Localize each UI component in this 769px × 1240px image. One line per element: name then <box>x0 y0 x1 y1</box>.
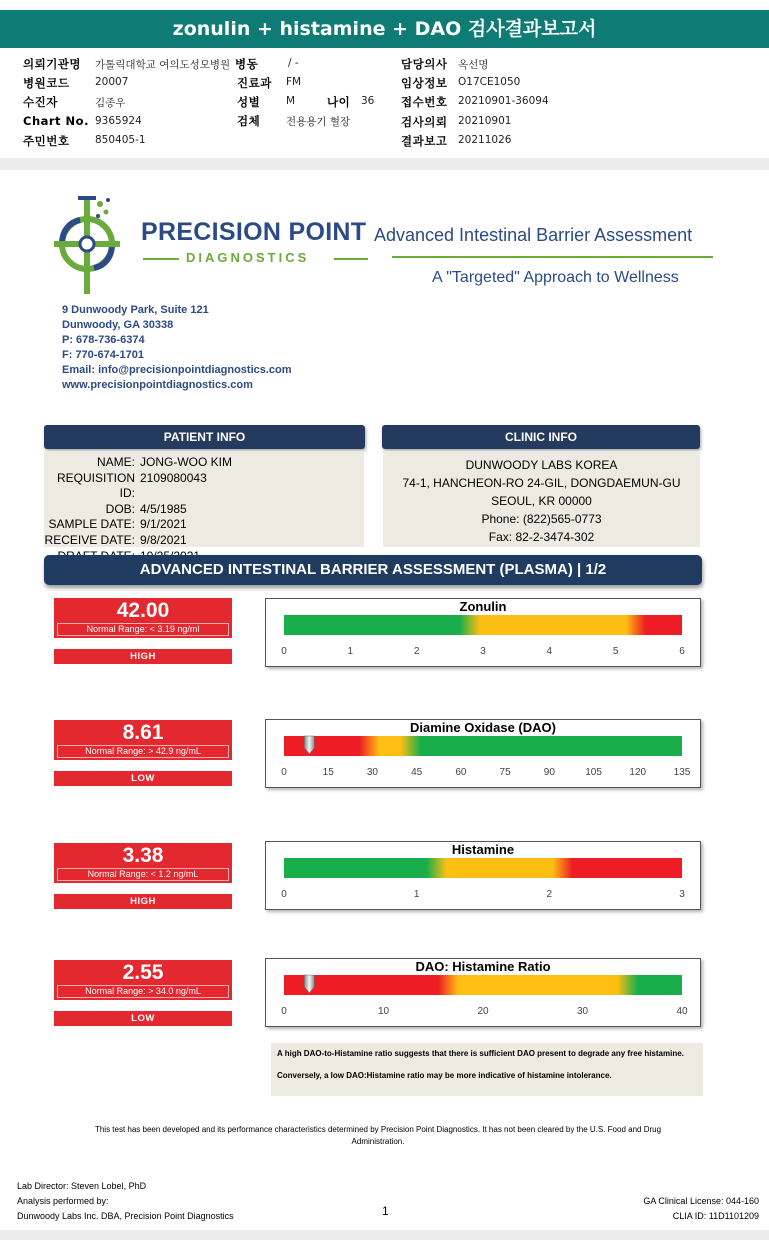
gauge-bar <box>284 858 682 878</box>
specimen-value: 전용용기 혈장 <box>286 116 351 128</box>
dao-value: 8.61 <box>122 721 164 744</box>
brand-rule-right <box>334 258 368 260</box>
gauge-tick-label: 120 <box>629 767 647 778</box>
zonulin-gauge-chart <box>266 599 700 666</box>
patient-info-heading: PATIENT INFO <box>44 425 365 449</box>
sex-value: M <box>286 95 296 107</box>
gauge-tick-label: 1 <box>347 646 354 657</box>
sample-date: 9/1/2021 <box>140 517 187 532</box>
gauge-tick-label: 2 <box>546 889 553 900</box>
histamine-flag: HIGH <box>54 894 232 909</box>
page-bottom-band <box>0 1230 769 1240</box>
receive-date: 9/8/2021 <box>140 532 187 547</box>
patient-info-box <box>44 451 364 547</box>
receipt-no-value: 20210901-36094 <box>458 95 549 107</box>
clinic-city: SEOUL, KR 00000 <box>491 494 592 508</box>
gauge-tick-label: 75 <box>499 767 511 778</box>
brand-name: PRECISION POINT <box>141 218 367 246</box>
gauge-tick-label: 40 <box>676 1006 688 1017</box>
zonulin-result <box>54 598 232 638</box>
receipt-no-label: 접수번호 <box>401 95 448 109</box>
patient-info-row <box>44 471 364 502</box>
gauge-tick-label: 0 <box>281 889 287 900</box>
ratio-result <box>54 960 232 1000</box>
result-report-label: 결과보고 <box>401 134 448 148</box>
histamine-result <box>54 843 232 883</box>
gauge-bar <box>284 615 682 635</box>
gauge-tick-label: 3 <box>679 889 685 900</box>
gauge-tick-label: 2 <box>413 646 420 657</box>
department-label: 진료과 <box>237 76 272 90</box>
chart-no-value: 9365924 <box>95 115 142 127</box>
gauge-tick-label: 4 <box>546 646 553 657</box>
address-fax: F: 770-674-1701 <box>62 349 144 361</box>
address-line2: Dunwoody, GA 30338 <box>62 319 174 331</box>
gauge-tick-label: 105 <box>585 767 602 778</box>
gauge-tick-label: 15 <box>322 767 334 778</box>
report-header <box>0 52 769 152</box>
page-number: 1 <box>382 1204 389 1218</box>
lab-director: Lab Director: Steven Lobel, PhD <box>17 1181 147 1191</box>
histamine-gauge <box>265 841 701 910</box>
gauge-tick-label: 3 <box>480 646 486 657</box>
footer-right <box>643 1194 759 1224</box>
assessment-rule <box>392 256 713 258</box>
chart-no-label: Chart No. <box>23 114 89 128</box>
gauge-tick-label: 30 <box>366 767 379 778</box>
ratio-flag: LOW <box>54 1011 232 1026</box>
gauge-title: Histamine <box>451 842 515 857</box>
institution-value: 가톨릭대학교 여의도성모병원 <box>95 59 231 71</box>
gauge-tick-label: 90 <box>543 767 555 778</box>
ratio-gauge <box>265 958 701 1027</box>
gauge-tick-label: 1 <box>413 889 420 900</box>
dao-result <box>54 720 232 760</box>
lab-address <box>62 303 292 393</box>
ward-label: 병동 <box>235 57 259 71</box>
ratio-value: 2.55 <box>122 961 164 984</box>
patient-dob: 4/5/1985 <box>140 501 187 516</box>
clinic-phone: Phone: (822)565-0773 <box>481 512 602 526</box>
lab-name: Dunwoody Labs Inc. DBA, Precision Point Diagnostics <box>17 1211 234 1221</box>
zonulin-value: 42.00 <box>116 599 170 622</box>
brand-rule-left <box>143 258 179 260</box>
clinic-fax: Fax: 82-2-3474-302 <box>488 530 595 544</box>
patient-info-row <box>44 517 364 533</box>
assessment-title: Advanced Intestinal Barrier Assessment <box>374 225 693 245</box>
ratio-gauge-chart <box>266 959 700 1026</box>
gauge-title: DAO: Histamine Ratio <box>415 959 551 974</box>
patient-info-key: REQUISITION ID: <box>56 470 135 501</box>
dao-gauge <box>265 719 701 788</box>
gauge-tick-label: 60 <box>455 767 467 778</box>
patient-info-key: RECEIVE DATE: <box>44 532 135 547</box>
test-request-label: 검사의뢰 <box>401 115 448 129</box>
age-label: 나이 <box>327 95 351 109</box>
ratio-note-p1: A high DAO-to-Histamine ratio suggests that there is sufficient DAO present to degrade any free histamine. <box>277 1049 684 1058</box>
patient-info-row <box>44 533 364 549</box>
sex-label: 성별 <box>237 95 261 109</box>
gauge-tick-label: 30 <box>576 1006 589 1017</box>
header-divider <box>0 158 769 170</box>
gauge-title: Zonulin <box>459 599 507 614</box>
clinic-info-heading: CLINIC INFO <box>382 425 700 449</box>
patient-info-key: SAMPLE DATE: <box>48 517 135 532</box>
section-title: ADVANCED INTESTINAL BARRIER ASSESSMENT (PLASMA) | 1/2 <box>44 555 702 585</box>
gauge-tick-label: 135 <box>673 767 691 778</box>
examinee-label: 수진자 <box>23 95 58 109</box>
precision-point-logo-icon <box>50 190 132 298</box>
ratio-note-p2: Conversely, a low DAO:Histamine ratio may be more indicative of histamine intolerance. <box>277 1071 612 1080</box>
address-website[interactable]: www.precisionpointdiagnostics.com <box>62 379 253 391</box>
gauge-tick-label: 0 <box>281 767 287 778</box>
ratio-normal-range: Normal Range: > 34.0 ng/mL <box>57 985 229 998</box>
address-phone: P: 678-736-6374 <box>62 334 145 346</box>
specimen-label: 검체 <box>237 114 261 128</box>
gauge-tick-label: 6 <box>679 646 685 657</box>
examinee-value: 김종우 <box>95 97 126 109</box>
gauge-tick-label: 45 <box>411 767 423 778</box>
histamine-gauge-chart <box>266 842 700 909</box>
clinical-info-label: 임상정보 <box>401 76 448 90</box>
patient-info-row <box>44 455 364 471</box>
dao-normal-range: Normal Range: > 42.9 ng/mL <box>57 745 229 758</box>
gauge-title: Diamine Oxidase (DAO) <box>410 720 556 735</box>
zonulin-gauge <box>265 598 701 667</box>
ga-clinical-license: GA Clinical License: 044-160 <box>643 1196 759 1206</box>
doctor-label: 담당의사 <box>401 57 448 71</box>
result-report-value: 20211026 <box>458 134 512 146</box>
zonulin-normal-range: Normal Range: < 3.19 ng/ml <box>57 623 229 636</box>
histamine-normal-range: Normal Range: < 1.2 ng/mL <box>57 868 229 881</box>
histamine-value: 3.38 <box>122 844 164 867</box>
gauge-tick-label: 20 <box>477 1006 489 1017</box>
gauge-tick-label: 0 <box>281 646 287 657</box>
gauge-tick-label: 0 <box>281 1006 287 1017</box>
gauge-bar <box>284 975 682 995</box>
brand-subtitle: DIAGNOSTICS <box>186 250 310 265</box>
footer-left <box>17 1179 234 1224</box>
analysis-performed-by: Analysis performed by: <box>17 1196 109 1206</box>
department-value: FM <box>286 76 302 88</box>
hospital-code-value: 20007 <box>95 76 129 88</box>
patient-info-key: NAME: <box>96 455 135 469</box>
hospital-code-label: 병원코드 <box>23 76 70 90</box>
address-line1: 9 Dunwoody Park, Suite 121 <box>62 304 209 316</box>
address-email[interactable]: Email: info@precisionpointdiagnostics.com <box>62 364 292 376</box>
fda-disclaimer: This test has been developed and its performance characteristics determined by Precision Point Diagnostics. It has not been cleared by the U.S. Food and Drug Administration. <box>94 1125 662 1146</box>
dao-flag: LOW <box>54 771 232 786</box>
clinic-name: DUNWOODY LABS KOREA <box>465 458 618 472</box>
age-value: 36 <box>361 95 375 107</box>
test-request-value: 20210901 <box>458 115 512 127</box>
ward-value: / - <box>288 57 299 69</box>
ratio-note <box>271 1043 703 1096</box>
dao-gauge-chart <box>266 720 700 787</box>
resident-no-value: 850405-1 <box>95 134 146 146</box>
zonulin-flag: HIGH <box>54 649 232 664</box>
tagline: A "Targeted" Approach to Wellness <box>432 269 679 286</box>
report-title: zonulin + histamine + DAO 검사결과보고서 <box>0 10 769 48</box>
patient-info-key: DOB: <box>105 501 135 516</box>
doctor-value: 옥선명 <box>458 59 489 71</box>
institution-label: 의뢰기관명 <box>23 57 82 71</box>
clinical-info-value: O17CE1050 <box>458 76 521 88</box>
requisition-id: 2109080043 <box>140 470 207 485</box>
gauge-tick-label: 10 <box>377 1006 390 1017</box>
clinic-street: 74-1, HANCHEON-RO 24-GIL, DONGDAEMUN-GU <box>402 476 681 490</box>
patient-info-row <box>44 502 364 518</box>
clinic-info-box <box>383 451 700 547</box>
gauge-tick-label: 5 <box>612 646 619 657</box>
patient-name: JONG-WOO KIM <box>140 455 232 469</box>
gauge-bar <box>284 736 682 756</box>
resident-no-label: 주민번호 <box>23 134 70 148</box>
clia-id: CLIA ID: 11D1101209 <box>672 1211 759 1221</box>
